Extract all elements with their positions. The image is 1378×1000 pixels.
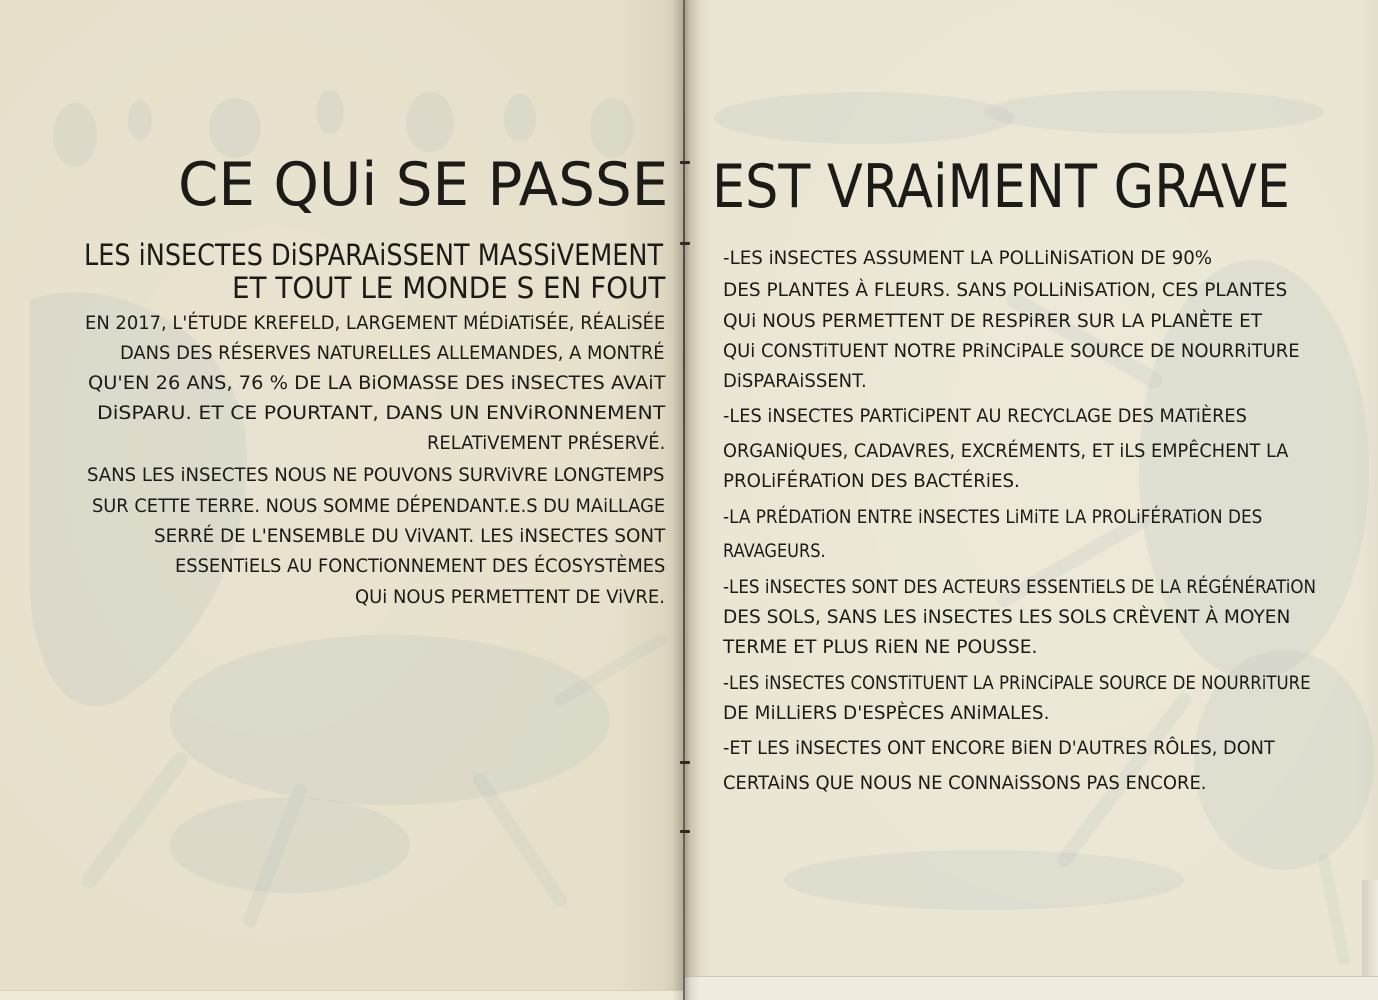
body-line: RELATiVEMENT PRÉSERVÉ. <box>426 432 665 454</box>
body-line: PROLiFÉRATiON DES BACTÉRiES. <box>723 470 1020 492</box>
stitch-mark <box>680 761 690 764</box>
spine-shadow <box>672 0 700 1000</box>
body-line: DES SOLS, SANS LES iNSECTES LES SOLS CRÈVENT À MOYEN <box>723 606 1291 628</box>
body-line: ESSENTiELS AU FONCTiONNEMENT DES ÉCOSYSTÈMES <box>174 555 665 577</box>
page-title: EST VRAiMENT GRAVE <box>712 152 1290 222</box>
body-line: -LA PRÉDATiON ENTRE iNSECTES LiMiTE LA PROLiFÉRATiON DES <box>723 506 1263 528</box>
body-line: DiSPARAiSSENT. <box>723 370 867 392</box>
body-line: QUi CONSTiTUENT NOTRE PRiNCiPALE SOURCE DE NOURRiTURE <box>723 340 1300 362</box>
left-page <box>0 0 684 1000</box>
body-line: EN 2017, L'ÉTUDE KREFELD, LARGEMENT MÉDiATiSÉE, RÉALiSÉE <box>84 312 665 334</box>
stitch-mark <box>680 242 690 245</box>
page-bottom-edge <box>0 990 684 1000</box>
subtitle-line: LES iNSECTES DiSPARAiSSENT MASSiVEMENT <box>83 238 663 272</box>
body-line: -LES iNSECTES ASSUMENT LA POLLiNiSATiON DE 90% <box>723 247 1213 269</box>
body-line: DANS DES RÉSERVES NATURELLES ALLEMANDES, A MONTRÉ <box>120 342 665 364</box>
stitch-mark <box>680 830 690 833</box>
body-line: -LES iNSECTES CONSTiTUENT LA PRiNCiPALE SOURCE DE NOURRiTURE <box>723 672 1311 694</box>
page-title: CE QUi SE PASSE <box>177 150 668 220</box>
body-line: SANS LES iNSECTES NOUS NE POUVONS SURViVRE LONGTEMPS <box>87 464 665 486</box>
spine-fold <box>683 0 685 1000</box>
page-bottom-edge <box>684 976 1378 1000</box>
body-line: QU'EN 26 ANS, 76 % DE LA BiOMASSE DES iNSECTES AVAiT <box>87 372 665 394</box>
body-line: DES PLANTES À FLEURS. SANS POLLiNiSATiON, CES PLANTES <box>723 279 1288 301</box>
body-line: QUi NOUS PERMETTENT DE RESPiRER SUR LA PLANÈTE ET <box>723 310 1263 332</box>
subtitle-line: ET TOUT LE MONDE S EN FOUT <box>231 271 665 305</box>
body-line: TERME ET PLUS RiEN NE POUSSE. <box>723 636 1038 658</box>
body-line: DiSPARU. ET CE POURTANT, DANS UN ENViRONNEMENT <box>96 402 665 424</box>
body-line: SUR CETTE TERRE. NOUS SOMME DÉPENDANT.E.S DU MAiLLAGE <box>91 495 665 517</box>
body-line: -ET LES iNSECTES ONT ENCORE BiEN D'AUTRES RÔLES, DONT <box>723 737 1275 759</box>
faded-wings <box>714 90 1324 144</box>
stitch-mark <box>680 161 690 164</box>
body-line: RAVAGEURS. <box>723 540 826 562</box>
body-line: ORGANiQUES, CADAVRES, EXCRÉMENTS, ET iLS EMPÊCHENT LA <box>723 440 1289 462</box>
body-line: SERRÉ DE L'ENSEMBLE DU ViVANT. LES iNSECTES SONT <box>153 525 665 547</box>
body-line: -LES iNSECTES SONT DES ACTEURS ESSENTiELS DE LA RÉGÉNÉRATiON <box>723 576 1317 598</box>
faded-insect-illustration <box>684 0 1378 1000</box>
body-line: -LES iNSECTES PARTiCiPENT AU RECYCLAGE DES MATiÈRES <box>723 405 1247 427</box>
body-line: DE MiLLiERS D'ESPÈCES ANiMALES. <box>723 702 1050 724</box>
body-line: CERTAiNS QUE NOUS NE CONNAiSSONS PAS ENCORE. <box>723 772 1207 794</box>
body-line: QUi NOUS PERMETTENT DE ViVRE. <box>355 586 665 608</box>
right-page <box>684 0 1378 1000</box>
